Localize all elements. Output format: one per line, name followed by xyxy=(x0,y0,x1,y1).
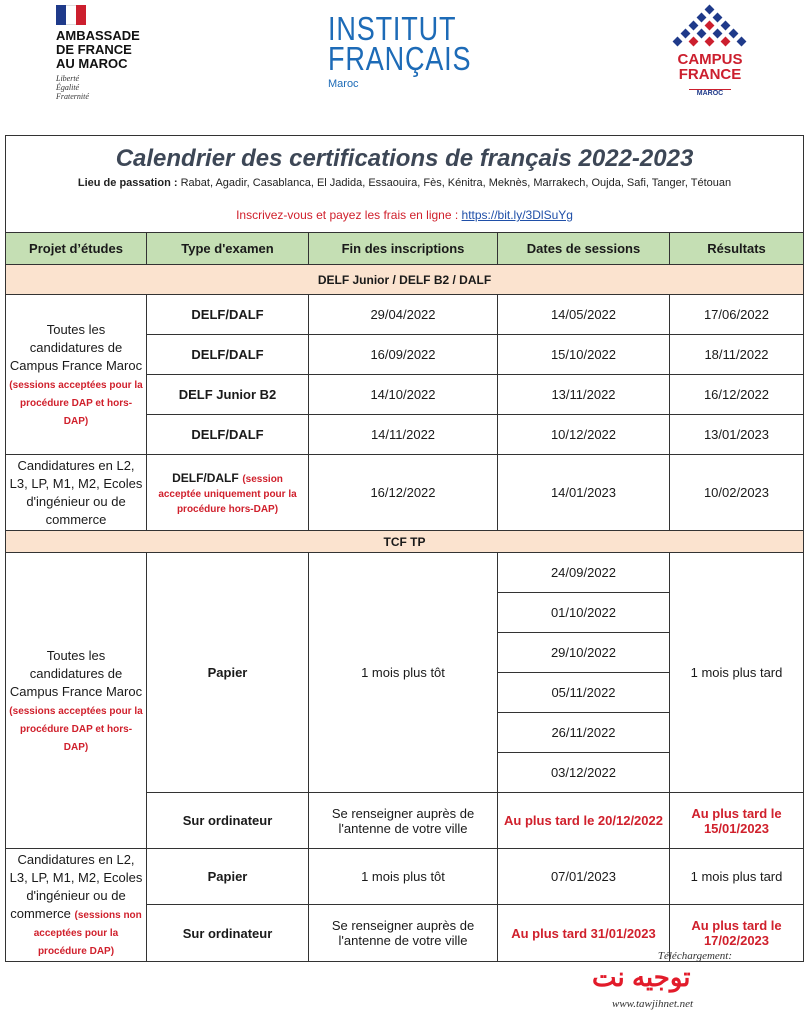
exam-type-cell xyxy=(147,455,309,531)
exam-type: DELF/DALF xyxy=(147,415,309,455)
section-delf-header xyxy=(6,265,804,295)
result-date: Au plus tard le 17/02/2023 xyxy=(670,905,804,962)
page-title: Calendrier des certifications de français 2022-2023 xyxy=(115,145,694,172)
institut-line3: Maroc xyxy=(328,78,359,90)
table-row xyxy=(6,849,804,905)
session-date: Au plus tard 31/01/2023 xyxy=(498,905,670,962)
fin-inscription: 29/04/2022 xyxy=(309,295,498,335)
section-tcf-title: TCF TP xyxy=(6,531,804,553)
session-date: 24/09/2022 xyxy=(498,553,670,593)
lieu-passation xyxy=(6,177,803,189)
header-type: Type d'examen xyxy=(147,233,309,265)
inscription-line xyxy=(6,208,803,222)
table-row xyxy=(6,553,804,593)
ambassade-logo xyxy=(56,5,166,101)
campus-diamond-icon xyxy=(672,4,748,50)
session-date: 26/11/2022 xyxy=(498,713,670,753)
lieu-cities: Rabat, Agadir, Casablanca, El Jadida, Essaouira, Fès, Kénitra, Meknès, Marrakech, Oujda, Safi, Tanger, Tétouan xyxy=(180,177,732,189)
exam-type: Sur ordinateur xyxy=(147,793,309,849)
result-date: 16/12/2022 xyxy=(670,375,804,415)
watermark-top: Téléchargement: xyxy=(657,950,732,962)
fin-inscription: 1 mois plus tôt xyxy=(309,849,498,905)
ambassade-motto: Liberté Égalité Fraternité xyxy=(56,74,89,101)
project-text: Candidatures en L2, L3, LP, M1, M2, Ecoles d'ingénieur ou de commerce xyxy=(9,852,143,921)
institut-line1: INSTITUT xyxy=(328,10,457,47)
session-date: 14/01/2023 xyxy=(498,455,670,531)
exam-type: Sur ordinateur xyxy=(147,905,309,962)
session-date: 10/12/2022 xyxy=(498,415,670,455)
fin-inscription: 1 mois plus tôt xyxy=(309,553,498,793)
delf-group1-project xyxy=(6,295,147,455)
inscription-link[interactable]: https://bit.ly/3DlSuYg xyxy=(461,208,573,222)
result-date: 18/11/2022 xyxy=(670,335,804,375)
session-date: 01/10/2022 xyxy=(498,593,670,633)
fin-inscription: 16/12/2022 xyxy=(309,455,498,531)
header-dates: Dates de sessions xyxy=(498,233,670,265)
session-date: Au plus tard le 20/12/2022 xyxy=(498,793,670,849)
session-date: 29/10/2022 xyxy=(498,633,670,673)
tcf-group2-project xyxy=(6,849,147,962)
campus-line2: FRANCE xyxy=(678,66,742,83)
session-date: 14/05/2022 xyxy=(498,295,670,335)
table-header xyxy=(6,233,804,265)
result-date: Au plus tard le 15/01/2023 xyxy=(670,793,804,849)
french-flag-icon xyxy=(56,5,86,25)
fin-inscription: 14/11/2022 xyxy=(309,415,498,455)
project-text: Toutes les candidatures de Campus France Maroc xyxy=(9,321,143,373)
exam-type: Papier xyxy=(147,849,309,905)
campus-line3: MAROC xyxy=(689,89,731,97)
result-date: 17/06/2022 xyxy=(670,295,804,335)
watermark-logo: توجيه نت xyxy=(592,962,691,992)
exam-type: DELF Junior B2 xyxy=(147,375,309,415)
fin-inscription: Se renseigner auprès de l'antenne de votre ville xyxy=(309,793,498,849)
fin-inscription: 14/10/2022 xyxy=(309,375,498,415)
result-date: 1 mois plus tard xyxy=(670,849,804,905)
header-fin: Fin des inscriptions xyxy=(309,233,498,265)
project-text: Toutes les candidatures de Campus France Maroc xyxy=(9,647,143,699)
lieu-label: Lieu de passation : xyxy=(77,177,178,189)
header-resultats: Résultats xyxy=(670,233,804,265)
delf-group2-project: Candidatures en L2, L3, LP, M1, M2, Ecoles d'ingénieur ou de commerce xyxy=(6,455,147,531)
calendar-table xyxy=(5,135,804,962)
section-delf-title: DELF Junior / DELF B2 / DALF xyxy=(6,265,804,295)
session-date: 05/11/2022 xyxy=(498,673,670,713)
result-date: 1 mois plus tard xyxy=(670,553,804,793)
tawjihnet-watermark xyxy=(582,950,732,1015)
ambassade-name: AMBASSADE DE FRANCE AU MAROC xyxy=(56,28,140,71)
institut-line2: FRANÇAIS xyxy=(328,40,472,77)
table-row xyxy=(6,455,804,531)
project-note: (sessions non acceptées pour la procédure DAP) xyxy=(33,910,142,957)
project-note: (sessions acceptées pour la procédure DAP et hors-DAP) xyxy=(9,705,143,753)
tcf-group1-project xyxy=(6,553,147,849)
session-date: 07/01/2023 xyxy=(498,849,670,905)
session-date: 13/11/2022 xyxy=(498,375,670,415)
fin-inscription: Se renseigner auprès de l'antenne de votre ville xyxy=(309,905,498,962)
exam-type: DELF/DALF xyxy=(172,471,239,485)
session-date: 03/12/2022 xyxy=(498,753,670,793)
logo-header xyxy=(0,0,810,135)
exam-type: DELF/DALF xyxy=(147,295,309,335)
project-note: (sessions acceptées pour la procédure DAP et hors-DAP) xyxy=(9,379,143,427)
session-date: 15/10/2022 xyxy=(498,335,670,375)
exam-type: DELF/DALF xyxy=(147,335,309,375)
institut-francais-logo xyxy=(328,10,498,90)
campus-france-logo xyxy=(665,4,755,100)
exam-type-note: (session acceptée uniquement pour la procédure hors-DAP) xyxy=(158,474,297,515)
section-tcf-header xyxy=(6,531,804,553)
table-row xyxy=(6,295,804,335)
exam-type: Papier xyxy=(147,553,309,793)
campus-line1: CAMPUS xyxy=(677,51,743,68)
header-projet: Projet d’études xyxy=(6,233,147,265)
watermark-url: www.tawjihnet.net xyxy=(612,998,694,1010)
inscription-text: Inscrivez-vous et payez les frais en ligne : xyxy=(236,208,459,222)
fin-inscription: 16/09/2022 xyxy=(309,335,498,375)
result-date: 13/01/2023 xyxy=(670,415,804,455)
result-date: 10/02/2023 xyxy=(670,455,804,531)
